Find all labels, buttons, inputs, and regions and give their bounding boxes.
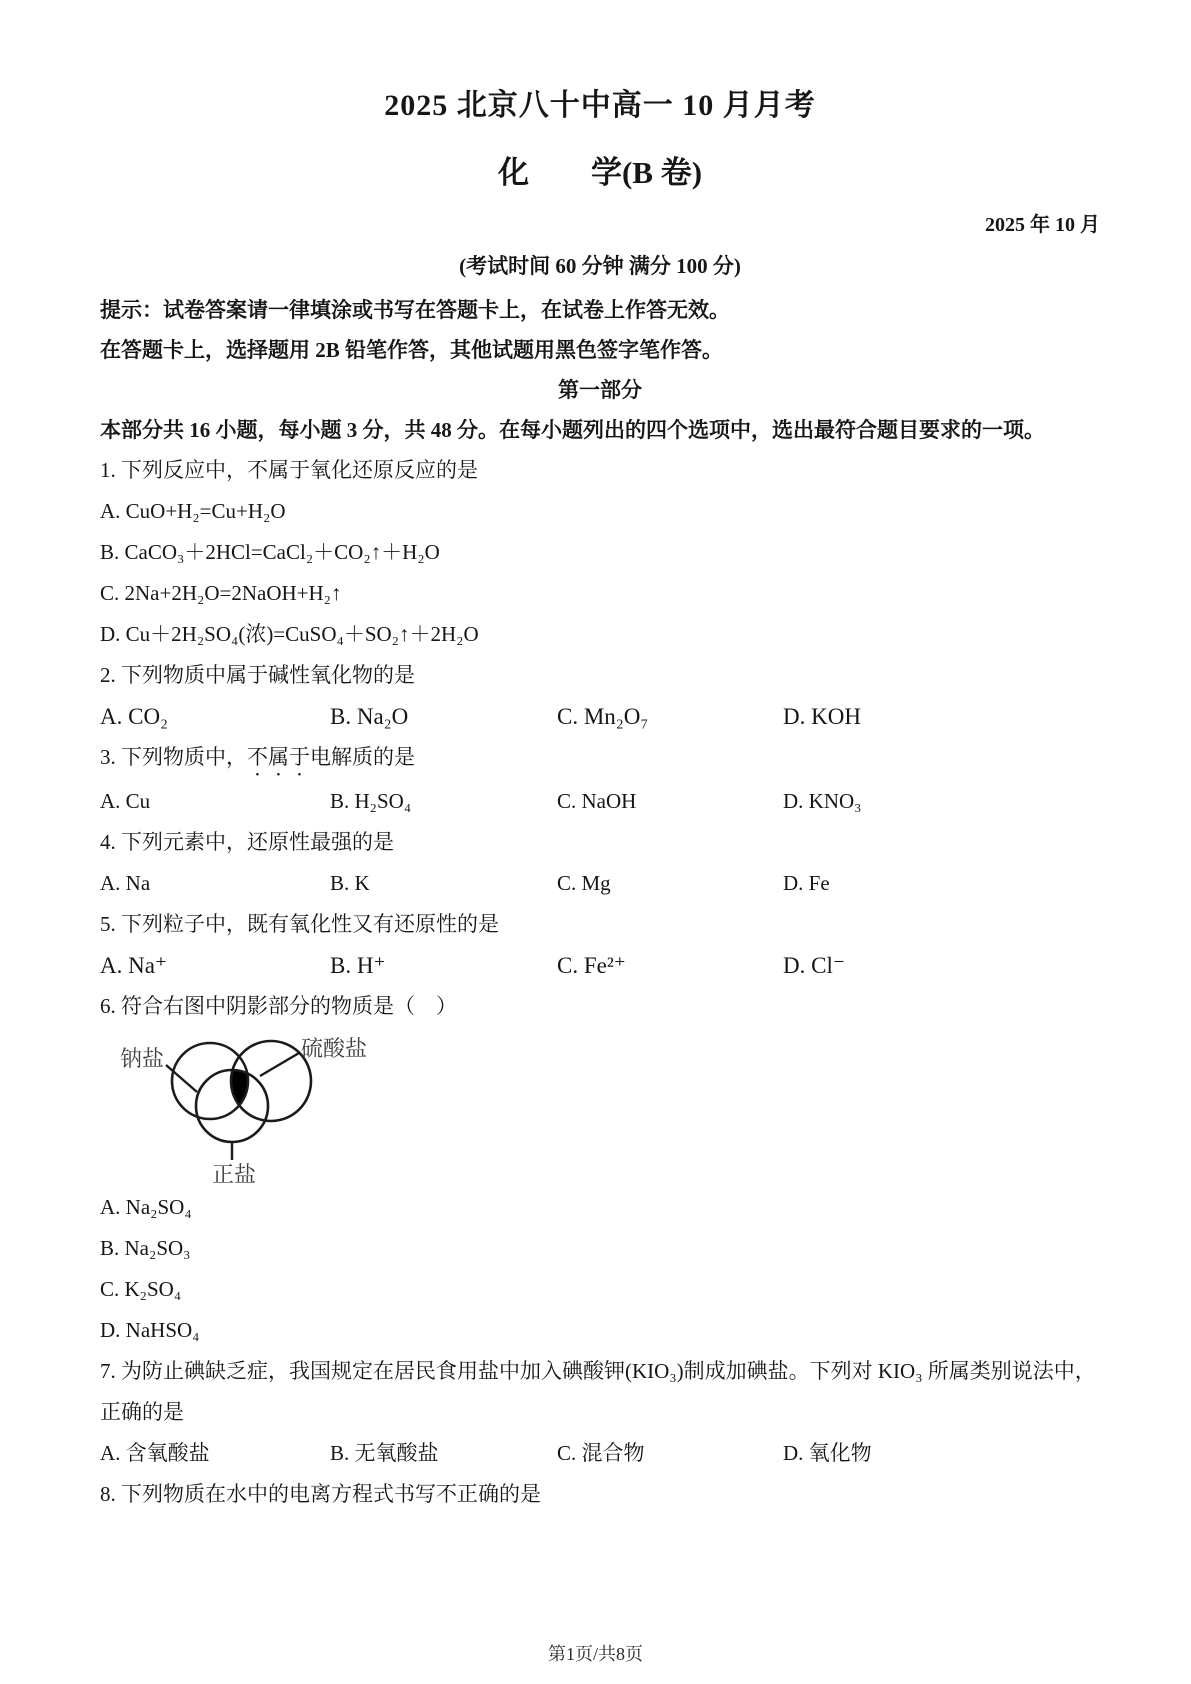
section-intro: 本部分共 16 小题，每小题 3 分，共 48 分。在每小题列出的四个选项中，选出最符合题目要求的一项。 — [100, 418, 1045, 442]
question-3-options — [100, 781, 1100, 822]
question-3-option-b: B. H₂SO₄ — [330, 789, 412, 813]
question-5-stem: 5. 下列粒子中，既有氧化性又有还原性的是 — [100, 912, 499, 936]
section-title: 第一部分 — [558, 378, 642, 402]
question-1-option-b: B. CaCO₃＋2HCl=CaCl₂＋CO₂↑＋H₂O — [100, 540, 440, 564]
question-3-stem-emphasis: 不属于 — [247, 745, 310, 769]
question-7-options — [100, 1433, 1100, 1474]
question-2-options — [100, 696, 1100, 737]
question-1-stem: 1. 下列反应中，不属于氧化还原反应的是 — [100, 458, 478, 482]
question-4-option-d: D. Fe — [783, 871, 830, 895]
question-8-stem: 8. 下列物质在水中的电离方程式书写不正确的是 — [100, 1482, 541, 1506]
venn-label-sulfate-salt: 硫酸盐 — [301, 1036, 368, 1061]
question-3-stem-pre: 3. 下列物质中， — [100, 745, 247, 769]
exam-date: 2025 年 10 月 — [985, 214, 1100, 236]
question-2-option-d: D. KOH — [783, 704, 861, 729]
exam-subject: 化 学(B 卷) — [497, 155, 703, 190]
question-1-option-d: D. Cu＋2H₂SO₄(浓)=CuSO₄＋SO₂↑＋2H₂O — [100, 622, 479, 646]
question-3-stem-post: 电解质的是 — [310, 745, 415, 769]
question-5-option-b: B. H⁺ — [330, 953, 386, 978]
exam-title: 2025 北京八十中高一 10 月月考 — [384, 89, 816, 122]
question-1-option-c: C. 2Na+2H₂O=2NaOH+H₂↑ — [100, 581, 342, 605]
question-4-option-b: B. K — [330, 871, 370, 895]
question-5-option-d: D. Cl⁻ — [783, 953, 845, 978]
question-4 — [100, 822, 1100, 904]
question-6-option-b: B. Na₂SO₃ — [100, 1236, 191, 1260]
page-number-footer: 第1页/共8页 — [547, 1644, 643, 1664]
question-1 — [100, 450, 1100, 655]
venn-label-normal-salt: 正盐 — [212, 1162, 257, 1187]
question-3-stem — [100, 737, 1100, 781]
question-7 — [100, 1351, 1100, 1474]
venn-right-label-line — [260, 1053, 299, 1076]
question-6-stem: 6. 符合右图中阴影部分的物质是（ ） — [100, 994, 457, 1018]
question-6-option-a: A. Na₂SO₄ — [100, 1195, 192, 1219]
question-7-option-c: C. 混合物 — [557, 1441, 645, 1465]
question-4-option-c: C. Mg — [557, 871, 611, 895]
question-1-option-a: A. CuO+H₂=Cu+H₂O — [100, 499, 286, 523]
question-2-option-b: B. Na₂O — [330, 704, 409, 729]
question-5-option-a: A. Na⁺ — [100, 953, 168, 978]
question-7-option-d: D. 氧化物 — [783, 1441, 872, 1465]
question-7-option-b: B. 无氧酸盐 — [330, 1441, 439, 1465]
question-8 — [100, 1474, 1100, 1515]
question-3 — [100, 737, 1100, 822]
question-4-options — [100, 863, 1100, 904]
question-5-option-c: C. Fe²⁺ — [557, 953, 626, 978]
question-3-option-a: A. Cu — [100, 789, 151, 813]
question-6 — [100, 986, 1100, 1351]
question-6-option-d: D. NaHSO₄ — [100, 1318, 200, 1342]
question-7-option-a: A. 含氧酸盐 — [100, 1441, 210, 1465]
notice-line-2: 在答题卡上，选择题用 2B 铅笔作答，其他试题用黑色签字笔作答。 — [100, 338, 724, 362]
question-7-stem: 7. 为防止碘缺乏症，我国规定在居民食用盐中加入碘酸钾(KIO₃)制成加碘盐。下列对 KIO₃ 所属类别说法中，正确的是 — [100, 1359, 1096, 1424]
question-4-option-a: A. Na — [100, 871, 151, 895]
question-2-option-a: A. CO₂ — [100, 704, 169, 729]
venn-label-sodium-salt: 钠盐 — [120, 1046, 165, 1071]
question-4-stem: 4. 下列元素中，还原性最强的是 — [100, 830, 394, 854]
notice-line-1: 提示：试卷答案请一律填涂或书写在答题卡上，在试卷上作答无效。 — [100, 298, 730, 322]
question-2-option-c: C. Mn₂O₇ — [557, 704, 649, 729]
question-2 — [100, 655, 1100, 737]
question-5-options — [100, 945, 1100, 986]
question-2-stem: 2. 下列物质中属于碱性氧化物的是 — [100, 663, 415, 687]
question-3-option-d: D. KNO₃ — [783, 789, 862, 813]
question-6-option-c: C. K₂SO₄ — [100, 1277, 182, 1301]
exam-duration-score: (考试时间 60 分钟 满分 100 分) — [459, 254, 741, 278]
question-3-option-c: C. NaOH — [557, 789, 637, 813]
question-5 — [100, 904, 1100, 986]
venn-diagram — [100, 1029, 370, 1187]
venn-left-label-line — [166, 1065, 197, 1092]
